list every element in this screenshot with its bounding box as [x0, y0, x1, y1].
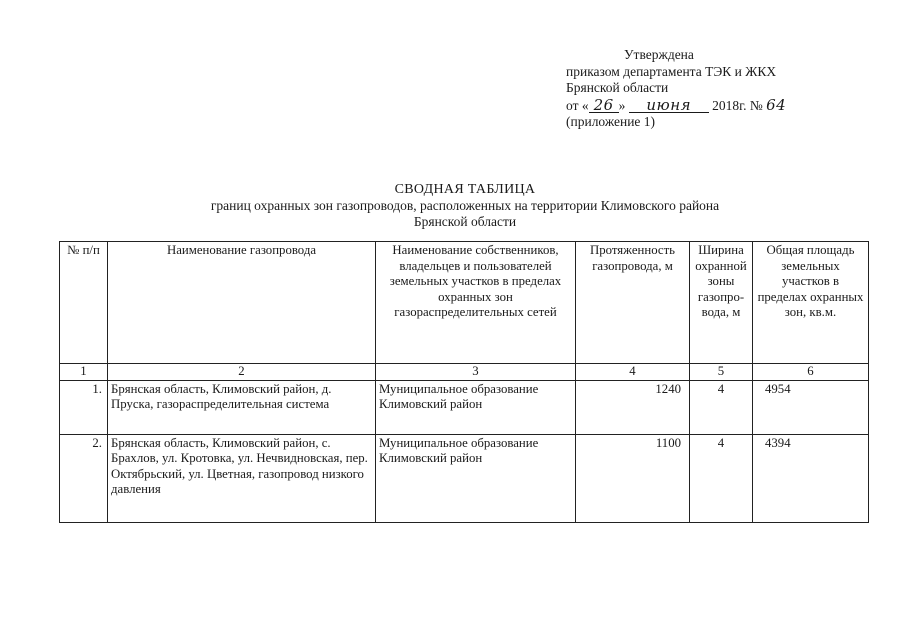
date-year: 2018г. — [712, 97, 747, 113]
header-cell-area: Общая площадь земельных участков в пределах охранных зон, кв.м. — [753, 242, 869, 364]
table-row — [60, 380, 869, 434]
document-heading — [110, 182, 820, 230]
row-length: 1240 — [576, 380, 690, 434]
summary-table — [59, 241, 869, 523]
column-number: 6 — [753, 364, 869, 381]
table-row — [60, 434, 869, 522]
approval-region-line: Брянской области — [566, 80, 669, 95]
date-prefix: от « — [566, 97, 589, 113]
column-number: 1 — [60, 364, 108, 381]
approval-order-line: приказом департамента ТЭК и ЖКХ — [566, 63, 777, 79]
row-number: 2. — [60, 434, 108, 522]
approval-title: Утверждена — [624, 47, 694, 62]
table-column-numbers-row — [60, 364, 869, 381]
order-number-handwritten: 64 — [766, 95, 787, 114]
column-number: 4 — [576, 364, 690, 381]
document-subtitle-1: границ охранных зон газопроводов, расположенных на территории Климовского района — [210, 198, 720, 213]
number-sign: № — [749, 97, 763, 113]
header-cell-width: Ширина охранной зоны газопро-вода, м — [690, 242, 753, 364]
row-width: 4 — [690, 380, 753, 434]
row-owners: Муниципальное образование Климовский район — [376, 434, 576, 522]
header-cell-pipeline: Наименование газопровода — [108, 242, 376, 364]
document-subtitle-2: Брянской области — [413, 214, 517, 229]
column-number: 5 — [690, 364, 753, 381]
row-area: 4394 — [753, 434, 869, 522]
row-owners: Муниципальное образование Климовский район — [376, 380, 576, 434]
approval-appendix-line: (приложение 1) — [566, 114, 656, 129]
row-pipeline: Брянская область, Климовский район, с. Брахлов, ул. Кротовка, ул. Нечвидновская, пер. Октябрьский, ул. Цветная, газопровод низкого давления — [108, 434, 376, 522]
header-cell-num: № п/п — [60, 242, 108, 364]
document-title: СВОДНАЯ ТАБЛИЦА — [394, 182, 536, 197]
table-header-row — [60, 242, 869, 364]
approval-block — [566, 47, 886, 131]
row-width: 4 — [690, 434, 753, 522]
column-number: 3 — [376, 364, 576, 381]
approval-date-line — [566, 97, 886, 115]
header-cell-length: Протяженность газопровода, м — [576, 242, 690, 364]
row-length: 1100 — [576, 434, 690, 522]
row-pipeline: Брянская область, Климовский район, д. Пруска, газораспределительная система — [108, 380, 376, 434]
column-number: 2 — [108, 364, 376, 381]
date-mid: » — [618, 97, 626, 113]
date-day-handwritten: 26 — [589, 98, 619, 113]
header-cell-owners: Наименование собственников, владельцев и пользователей земельных участков в пределах охранных зон газораспределительных сетей — [376, 242, 576, 364]
row-number: 1. — [60, 380, 108, 434]
row-area: 4954 — [753, 380, 869, 434]
date-month-handwritten: июня — [629, 98, 709, 113]
